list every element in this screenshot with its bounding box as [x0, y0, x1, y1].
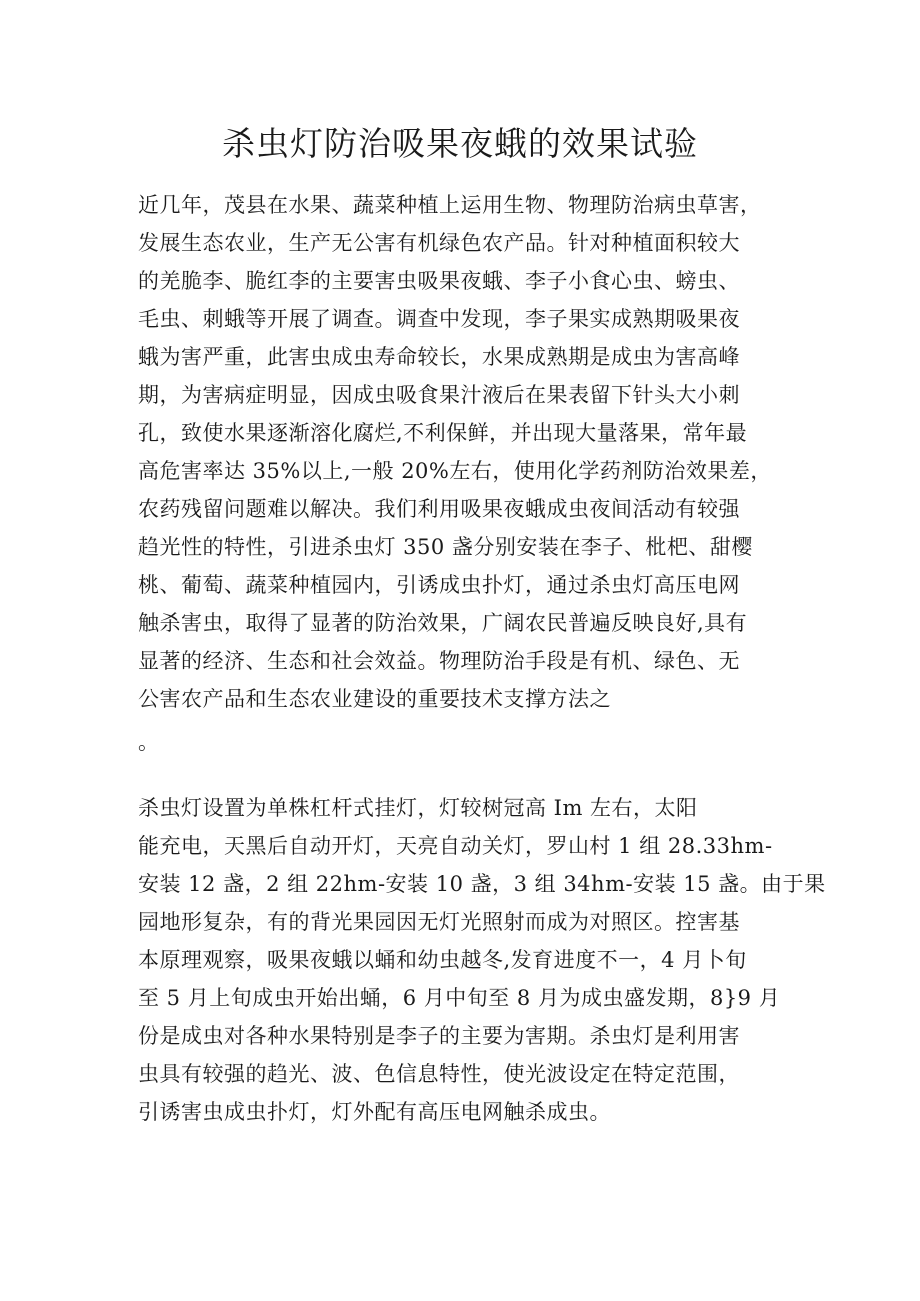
paragraph-line: 份是成虫对各种水果特别是李子的主要为害期。杀虫灯是利用害 [138, 1024, 740, 1048]
paragraph-line: 发展生态农业，生产无公害有机绿色农产品。针对种植面积较大 [138, 231, 740, 255]
paragraph-line: 能充电，天黑后自动开灯，天亮自动关灯，罗山村 1 组 28.33hm- [138, 834, 773, 858]
paragraph-line: 孔，致使水果逐渐溶化腐烂,不利保鲜，并出现大量落果，常年最 [138, 421, 748, 445]
paragraph-line: 园地形复杂，有的背光果园因无灯光照射而成为对照区。控害基 [138, 910, 740, 934]
paragraph-line: 虫具有较强的趋光、波、色信息特性，使光波设定在特定范围， [138, 1062, 740, 1086]
paragraph-line: 蛾为害严重，此害虫成虫寿命较长，水果成熟期是成虫为害高峰 [138, 345, 740, 369]
paragraph-line: 桃、葡萄、蔬菜种植园内，引诱成虫扑灯，通过杀虫灯高压电网 [138, 573, 740, 597]
paragraph-line: 触杀害虫，取得了显著的防治效果，广阔农民普遍反映良好,具有 [138, 611, 748, 635]
paragraph-line: 的羌脆李、脆红李的主要害虫吸果夜蛾、李子小食心虫、螃虫、 [138, 269, 740, 293]
paragraph-line: 至 5 月上旬成虫开始出蛹，6 月中旬至 8 月为成虫盛发期，8}9 月 [138, 986, 781, 1010]
paragraph-line: 本原理观察，吸果夜蛾以蛹和幼虫越冬,发育进度不一，4 月卜旬 [138, 948, 747, 972]
paragraph-line: 显著的经济、生态和社会效益。物理防治手段是有机、绿色、无 [138, 649, 740, 673]
paragraph-line: 杀虫灯设置为单株杠杆式挂灯，灯较树冠高 Im 左右，太阳 [138, 796, 698, 820]
paragraph-line: 安装 12 盏，2 组 22hm-安装 10 盏，3 组 34hm-安装 15 盏。由于果 [138, 872, 826, 896]
paragraph-line: 。 [138, 730, 160, 754]
paragraph-line: 近几年，茂县在水果、蔬菜种植上运用生物、物理防治病虫草害， [138, 193, 762, 217]
paragraph-line: 公害农产品和生态农业建设的重要技术支撑方法之 [138, 687, 611, 711]
paragraph-line: 期，为害病症明显，因成虫吸食果汁液后在果表留下针头大小刺 [138, 383, 740, 407]
paragraph-line: 引诱害虫成虫扑灯，灯外配有高压电网触杀成虫。 [138, 1100, 611, 1124]
paragraph-line: 农药残留问题难以解决。我们利用吸果夜蛾成虫夜间活动有较强 [138, 497, 740, 521]
paragraph-line: 趋光性的特性，引进杀虫灯 350 盏分别安装在李子、枇杷、甜樱 [138, 535, 753, 559]
paragraph-line: 高危害率达 35%以上,一般 20%左右，使用化学药剂防治效果差， [138, 459, 772, 483]
paragraph-line: 毛虫、刺蛾等开展了调查。调查中发现，李子果实成熟期吸果夜 [138, 307, 740, 331]
document-title: 杀虫灯防治吸果夜蛾的效果试验 [222, 124, 698, 163]
